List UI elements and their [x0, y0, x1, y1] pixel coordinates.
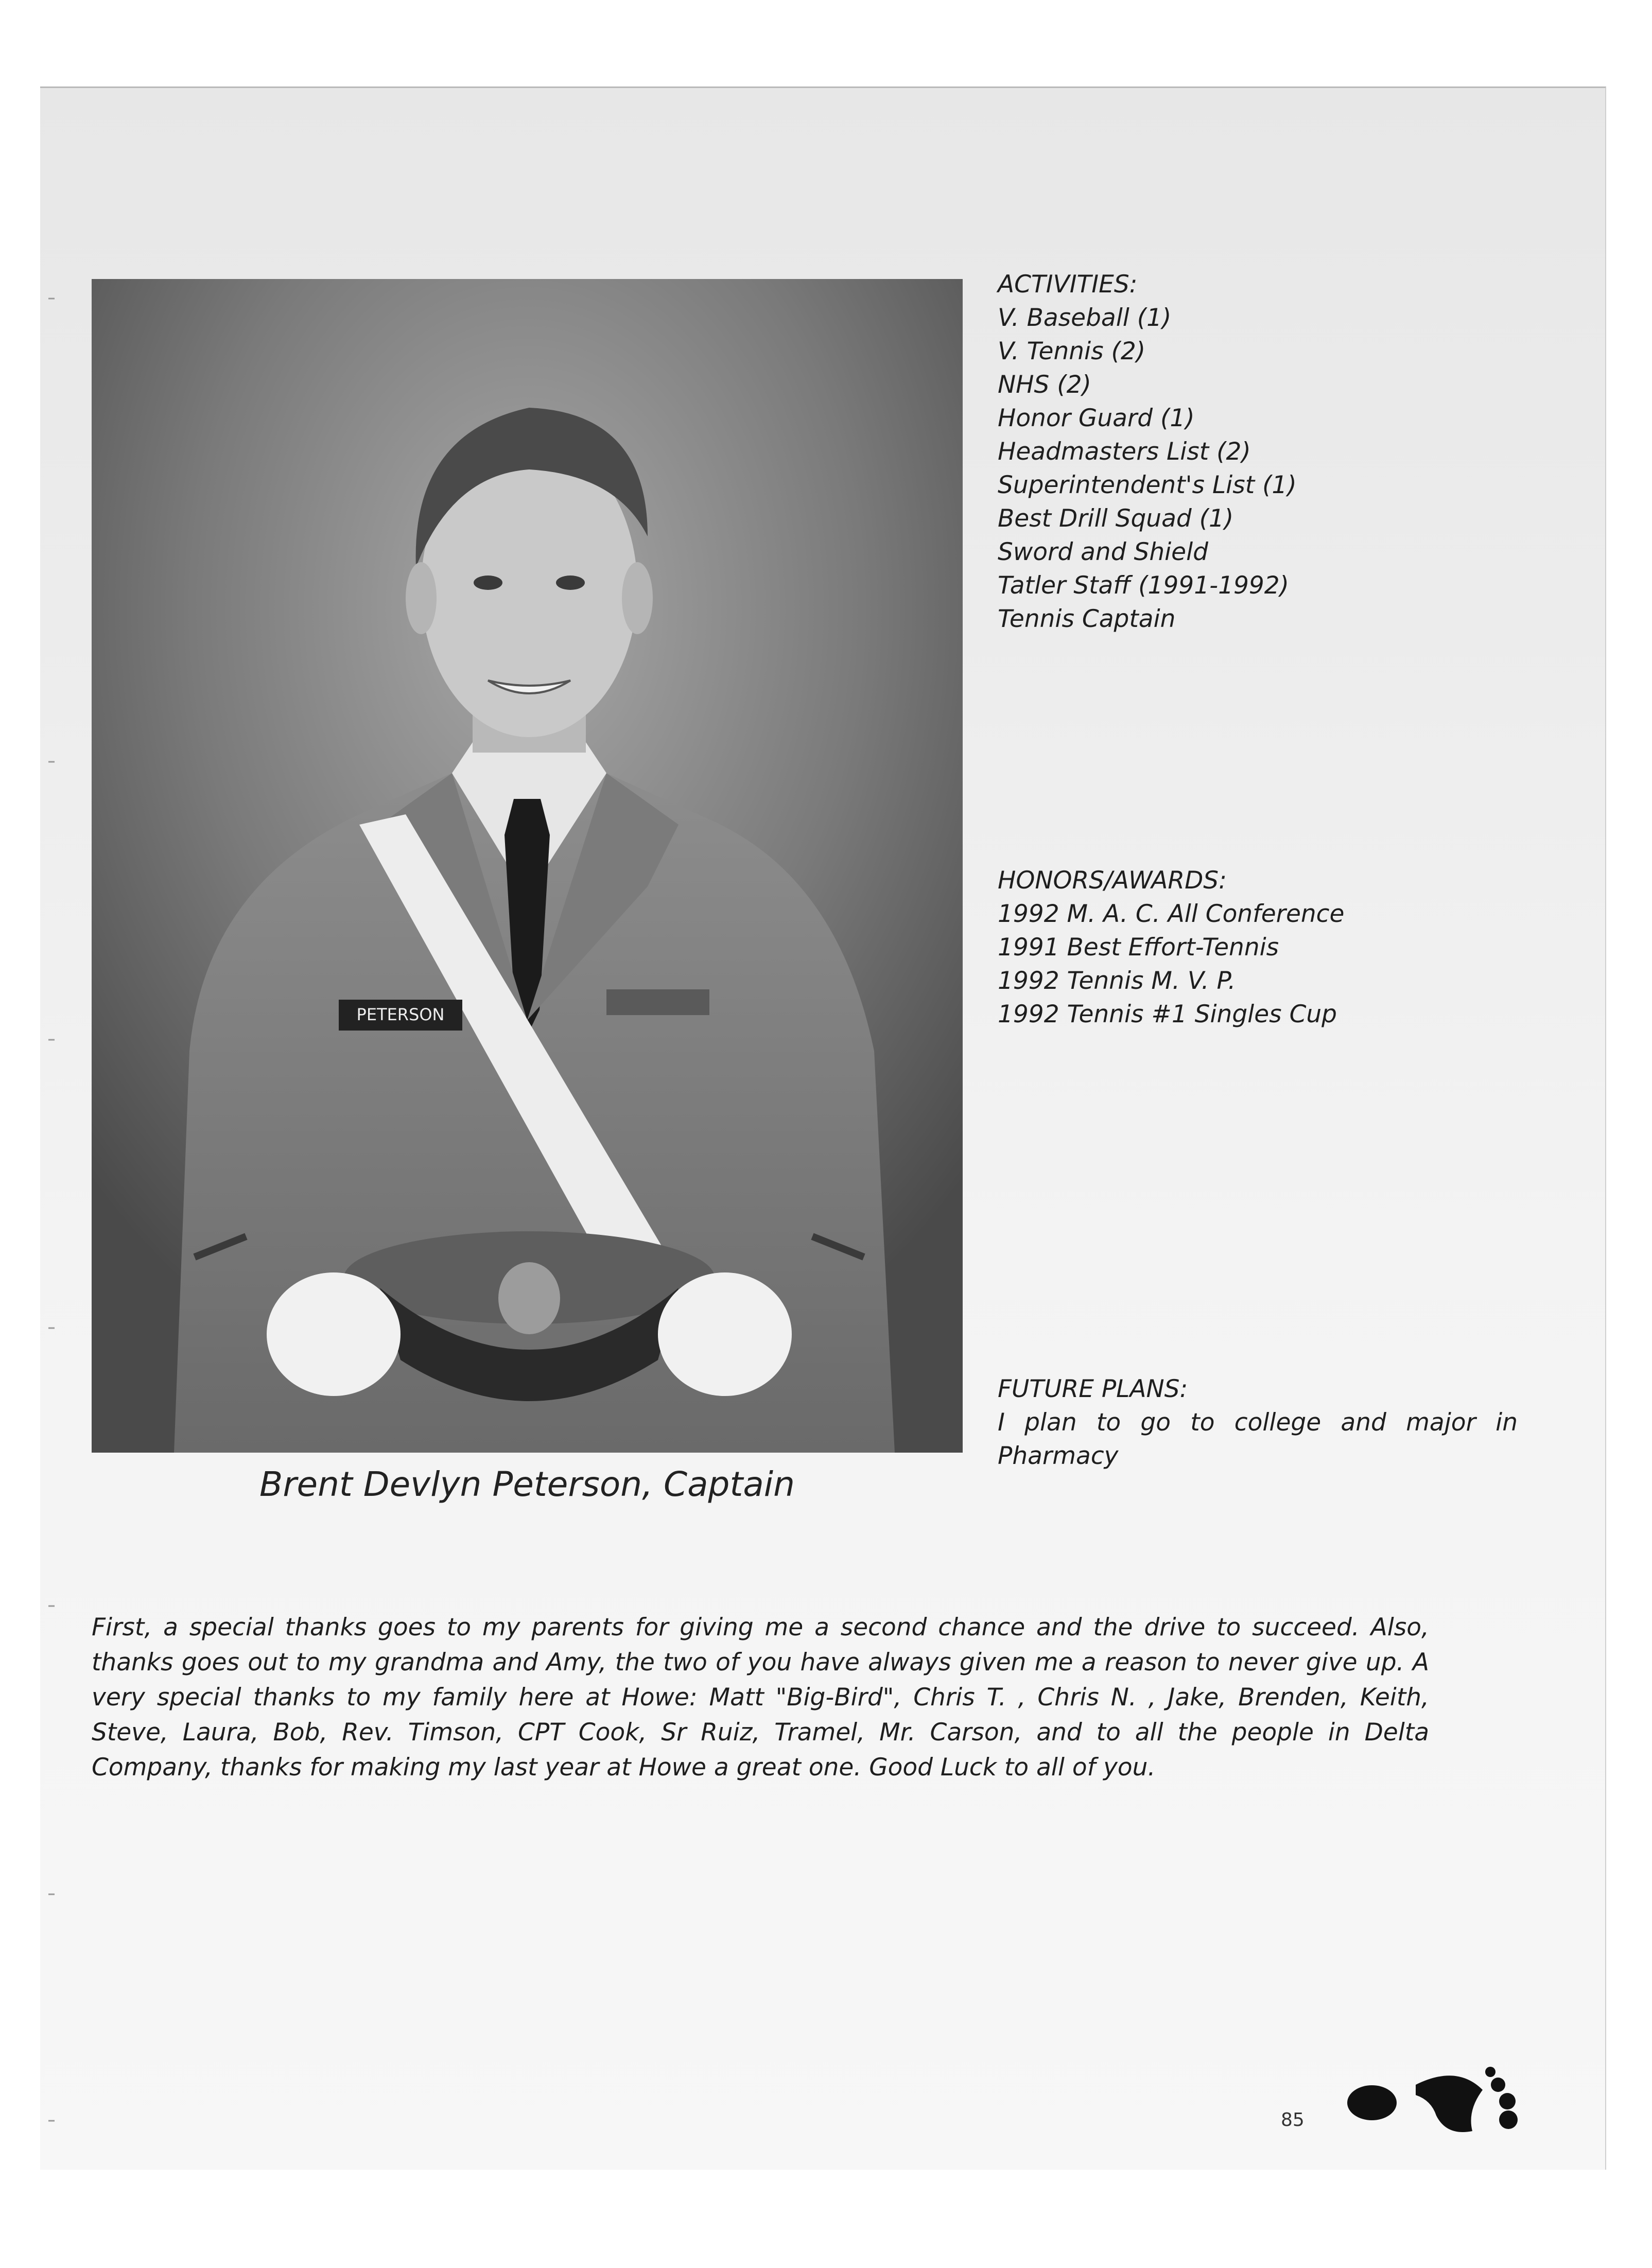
cadet-portrait-illustration	[92, 279, 963, 1453]
activity-item: Superintendent's List (1)	[998, 471, 1297, 499]
activity-item: Sword and Shield	[998, 538, 1208, 566]
footprint-logo-icon	[1344, 2054, 1529, 2141]
future-plans-text: I plan to go to college and major in Pharmacy	[998, 1408, 1518, 1470]
activity-item: Tatler Staff (1991-1992)	[998, 571, 1290, 600]
honor-item: 1992 Tennis M. V. P.	[998, 967, 1236, 995]
honor-item: 1991 Best Effort-Tennis	[998, 933, 1279, 962]
activity-item: NHS (2)	[998, 371, 1091, 399]
activity-item: V. Tennis (2)	[998, 337, 1146, 365]
page-number: 85	[1281, 2109, 1305, 2131]
portrait-caption: Brent Devlyn Peterson, Captain	[259, 1464, 795, 1504]
thanks-paragraph: First, a special thanks goes to my parents for giving me a second chance and the drive to succeed. Also, thanks goes out to my grandma and Amy, the two of you have always given me a reason to never give up. A very special thanks to my family here at Howe: Matt "Big-Bird", Chris T. , Chris N. , Jake, Brenden, Keith, Steve, Laura, Bob, Rev. Timson, CPT Cook, Sr Ruiz, Tramel, Mr. Carson, and to all the people in Delta Company, thanks for making my last year at Howe a great one. Good Luck to all of you.	[92, 1613, 1429, 1782]
future-plans-section	[998, 1372, 1518, 1473]
activity-item: Tennis Captain	[998, 605, 1176, 633]
activity-item: Honor Guard (1)	[998, 404, 1195, 432]
honors-awards-section	[998, 864, 1518, 1031]
name-tag-text: PETERSON	[356, 1005, 445, 1024]
activities-section	[998, 268, 1518, 636]
activity-item: Best Drill Squad (1)	[998, 504, 1234, 533]
binding-marks	[47, 103, 58, 2162]
honor-item: 1992 Tennis #1 Singles Cup	[998, 1000, 1337, 1028]
activity-item: Headmasters List (2)	[998, 438, 1251, 466]
honor-item: 1992 M. A. C. All Conference	[998, 900, 1345, 928]
future-plans-heading: FUTURE PLANS:	[998, 1375, 1188, 1403]
senior-portrait-photo	[92, 279, 963, 1453]
activities-heading: ACTIVITIES:	[998, 270, 1138, 299]
honors-heading: HONORS/AWARDS:	[998, 866, 1227, 895]
activity-item: V. Baseball (1)	[998, 304, 1172, 332]
